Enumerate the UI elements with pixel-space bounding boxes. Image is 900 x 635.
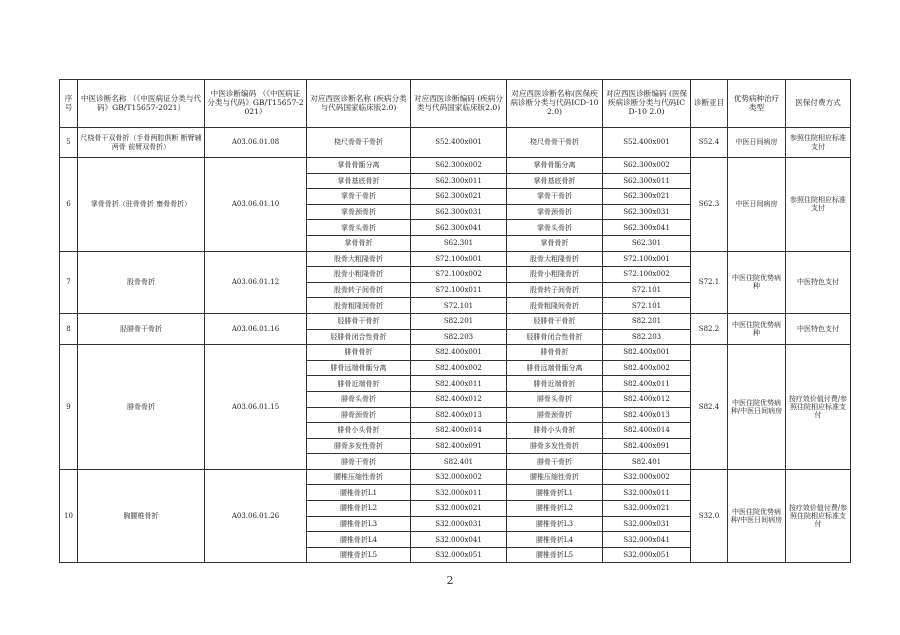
cell-wm-code-insurance: S72.101	[603, 298, 691, 314]
cell-wm-code-national: S32.000x041	[411, 532, 507, 548]
cell-wm-name-insurance: 掌骨骨折	[507, 235, 603, 251]
table-row	[60, 128, 851, 158]
table-row	[60, 469, 851, 485]
cell-seq: 6	[60, 158, 78, 252]
cell-wm-name-insurance: 掌骨头骨折	[507, 220, 603, 236]
cell-tcm-code: A03.06.01.10	[205, 158, 307, 252]
cell-wm-code-national: S52.400x001	[411, 128, 507, 158]
cell-wm-name-insurance: 腰椎骨折L2	[507, 501, 603, 517]
header-wm-name-national: 对应西医诊断名称 (疾病分类与代码国家临床版2.0)	[307, 80, 411, 128]
cell-subcategory: S52.4	[691, 128, 728, 158]
cell-wm-code-insurance: S62.300x011	[603, 173, 691, 189]
cell-wm-code-insurance: S72.100x001	[603, 251, 691, 267]
header-payment-method: 医保付费方式	[786, 80, 851, 128]
cell-treatment-type: 中医住院优势病种/中医日间病房	[728, 469, 786, 563]
cell-wm-name-national: 桡尺骨骨干骨折	[307, 128, 411, 158]
table-body	[60, 128, 851, 563]
cell-wm-name-insurance: 腓骨小头骨折	[507, 423, 603, 439]
cell-wm-name-national: 腓骨远端骨骺分离	[307, 360, 411, 376]
cell-wm-name-insurance: 股骨大粗隆骨折	[507, 251, 603, 267]
cell-wm-code-insurance: S82.400x014	[603, 423, 691, 439]
cell-wm-name-insurance: 胫腓骨闭合性骨折	[507, 329, 603, 345]
cell-treatment-type: 中医日间病房	[728, 158, 786, 252]
cell-wm-name-national: 胫腓骨干骨折	[307, 313, 411, 329]
cell-wm-code-national: S72.100x002	[411, 267, 507, 283]
cell-wm-name-insurance: 腰椎压缩性骨折	[507, 469, 603, 485]
cell-wm-code-insurance: S32.000x011	[603, 485, 691, 501]
cell-payment-method: 中医特色支付	[786, 251, 851, 313]
cell-tcm-code: A03.06.01.12	[205, 251, 307, 313]
header-tcm-code: 中医诊断编码 （《中医病证分类与代码》GB/T15657-2021）	[205, 80, 307, 128]
cell-seq: 5	[60, 128, 78, 158]
cell-wm-code-national: S32.000x021	[411, 501, 507, 517]
cell-wm-name-insurance: 掌骨干骨折	[507, 189, 603, 205]
cell-wm-code-insurance: S82.203	[603, 329, 691, 345]
cell-subcategory: S72.1	[691, 251, 728, 313]
cell-wm-code-national: S82.201	[411, 313, 507, 329]
page-number: 2	[446, 574, 454, 587]
cell-wm-code-insurance: S62.300x041	[603, 220, 691, 236]
cell-wm-name-national: 股骨粗隆间骨折	[307, 298, 411, 314]
cell-wm-code-national: S82.400x001	[411, 345, 507, 361]
cell-tcm-name: 股骨骨折	[78, 251, 205, 313]
cell-subcategory: S32.0	[691, 469, 728, 563]
cell-wm-code-insurance: S32.000x041	[603, 532, 691, 548]
cell-wm-name-insurance: 腓骨多发性骨折	[507, 438, 603, 454]
cell-wm-code-insurance: S32.000x002	[603, 469, 691, 485]
cell-wm-name-national: 腓骨近端骨折	[307, 376, 411, 392]
cell-subcategory: S82.2	[691, 313, 728, 344]
header-tcm-name: 中医诊断名称 （《中医病证分类与代码》GB/T15657-2021）	[78, 80, 205, 128]
cell-wm-name-insurance: 掌骨骨骺分离	[507, 158, 603, 174]
cell-payment-method: 中医特色支付	[786, 313, 851, 344]
cell-wm-code-insurance: S82.401	[603, 454, 691, 470]
cell-wm-name-insurance: 腓骨干骨折	[507, 454, 603, 470]
cell-wm-code-national: S62.300x031	[411, 204, 507, 220]
cell-treatment-type: 中医住院优势病种/中医日间病房	[728, 345, 786, 470]
cell-wm-code-national: S82.400x014	[411, 423, 507, 439]
cell-wm-name-national: 腓骨多发性骨折	[307, 438, 411, 454]
cell-wm-name-insurance: 股骨转子间骨折	[507, 282, 603, 298]
cell-wm-name-national: 胫腓骨闭合性骨折	[307, 329, 411, 345]
cell-wm-name-insurance: 腓骨骨折	[507, 345, 603, 361]
cell-wm-name-national: 腓骨头骨折	[307, 391, 411, 407]
cell-wm-name-insurance: 胫腓骨干骨折	[507, 313, 603, 329]
table-row	[60, 313, 851, 329]
cell-wm-name-national: 股骨大粗隆骨折	[307, 251, 411, 267]
cell-subcategory: S62.3	[691, 158, 728, 252]
cell-wm-name-national: 掌骨骨折	[307, 235, 411, 251]
cell-tcm-code: A03.06.01.08	[205, 128, 307, 158]
cell-wm-code-national: S82.400x091	[411, 438, 507, 454]
header-wm-code-national: 对应西医诊断编码 (疾病分类与代码国家临床版2.0)	[411, 80, 507, 128]
cell-wm-code-national: S32.000x002	[411, 469, 507, 485]
cell-wm-code-national: S82.400x002	[411, 360, 507, 376]
cell-tcm-code: A03.06.01.26	[205, 469, 307, 563]
cell-wm-code-insurance: S32.000x051	[603, 547, 691, 563]
cell-seq: 7	[60, 251, 78, 313]
cell-wm-code-insurance: S62.300x002	[603, 158, 691, 174]
cell-wm-name-national: 腓骨干骨折	[307, 454, 411, 470]
cell-wm-code-insurance: S52.400x001	[603, 128, 691, 158]
cell-wm-name-insurance: 腓骨颈骨折	[507, 407, 603, 423]
cell-wm-name-insurance: 腰椎骨折L5	[507, 547, 603, 563]
header-wm-code-insurance: 对应西医诊断编码 (医保疾病诊断分类与代码ICD-10 2.0)	[603, 80, 691, 128]
cell-wm-name-insurance: 腰椎骨折L3	[507, 516, 603, 532]
header-subcategory: 诊断亚目	[691, 80, 728, 128]
header-wm-name-insurance: 对应西医诊断名称(医保疾病诊断分类与代码ICD-10 2.0)	[507, 80, 603, 128]
cell-wm-name-insurance: 腓骨头骨折	[507, 391, 603, 407]
cell-tcm-code: A03.06.01.16	[205, 313, 307, 344]
diagnosis-mapping-table	[59, 79, 851, 563]
cell-wm-code-national: S72.100x001	[411, 251, 507, 267]
cell-wm-code-national: S62.300x011	[411, 173, 507, 189]
cell-payment-method: 参照住院相应标准支付	[786, 158, 851, 252]
cell-payment-method: 按疗效价值付费/参照住院相应标准支付	[786, 469, 851, 563]
cell-wm-code-national: S32.000x031	[411, 516, 507, 532]
cell-wm-name-national: 腰椎骨折L1	[307, 485, 411, 501]
cell-wm-name-insurance: 掌骨基底骨折	[507, 173, 603, 189]
cell-wm-code-insurance: S72.101	[603, 282, 691, 298]
cell-wm-name-national: 股骨转子间骨折	[307, 282, 411, 298]
cell-wm-name-national: 腰椎骨折L4	[307, 532, 411, 548]
cell-wm-code-insurance: S82.400x011	[603, 376, 691, 392]
cell-wm-code-insurance: S62.300x031	[603, 204, 691, 220]
cell-wm-code-national: S82.400x012	[411, 391, 507, 407]
cell-wm-name-national: 腓骨颈骨折	[307, 407, 411, 423]
cell-wm-name-national: 腓骨骨折	[307, 345, 411, 361]
cell-treatment-type: 中医住院优势病种	[728, 313, 786, 344]
table-header	[60, 80, 851, 128]
cell-wm-code-insurance: S62.301	[603, 235, 691, 251]
header-treatment-type: 优势病种治疗类型	[728, 80, 786, 128]
cell-wm-code-insurance: S82.400x013	[603, 407, 691, 423]
cell-wm-code-national: S32.000x011	[411, 485, 507, 501]
cell-tcm-name: 腓骨骨折	[78, 345, 205, 470]
cell-wm-name-insurance: 股骨粗隆间骨折	[507, 298, 603, 314]
cell-wm-code-national: S82.400x011	[411, 376, 507, 392]
cell-wm-code-insurance: S62.300x021	[603, 189, 691, 205]
cell-seq: 10	[60, 469, 78, 563]
cell-wm-name-insurance: 掌骨颈骨折	[507, 204, 603, 220]
cell-wm-name-national: 掌骨骨骺分离	[307, 158, 411, 174]
cell-wm-name-national: 掌骨基底骨折	[307, 173, 411, 189]
cell-seq: 8	[60, 313, 78, 344]
cell-tcm-code: A03.06.01.15	[205, 345, 307, 470]
cell-wm-code-national: S72.100x011	[411, 282, 507, 298]
cell-payment-method: 参照住院相应标准支付	[786, 128, 851, 158]
cell-wm-code-national: S62.300x041	[411, 220, 507, 236]
cell-wm-code-insurance: S82.400x002	[603, 360, 691, 376]
cell-wm-code-national: S82.203	[411, 329, 507, 345]
cell-wm-name-national: 腰椎骨折L5	[307, 547, 411, 563]
cell-tcm-name: 胸腰椎骨折	[78, 469, 205, 563]
cell-wm-name-national: 掌骨头骨折	[307, 220, 411, 236]
cell-subcategory: S82.4	[691, 345, 728, 470]
table-row	[60, 345, 851, 361]
cell-wm-code-national: S82.400x013	[411, 407, 507, 423]
cell-wm-code-national: S62.301	[411, 235, 507, 251]
cell-wm-code-insurance: S82.400x091	[603, 438, 691, 454]
cell-wm-code-insurance: S82.201	[603, 313, 691, 329]
cell-wm-name-insurance: 腰椎骨折L1	[507, 485, 603, 501]
table-row	[60, 251, 851, 267]
cell-wm-name-national: 股骨小粗隆骨折	[307, 267, 411, 283]
cell-wm-name-insurance: 股骨小粗隆骨折	[507, 267, 603, 283]
cell-wm-code-insurance: S32.000x031	[603, 516, 691, 532]
cell-payment-method: 按疗效价值付费/参照住院相应标准支付	[786, 345, 851, 470]
cell-wm-name-national: 掌骨颈骨折	[307, 204, 411, 220]
cell-wm-code-national: S32.000x051	[411, 547, 507, 563]
cell-wm-name-national: 掌骨干骨折	[307, 189, 411, 205]
cell-wm-name-national: 腰椎压缩性骨折	[307, 469, 411, 485]
cell-tcm-name: 掌骨骨折（驻骨骨折 壅骨骨折）	[78, 158, 205, 252]
cell-wm-name-insurance: 腓骨远端骨骺分离	[507, 360, 603, 376]
cell-wm-code-national: S82.401	[411, 454, 507, 470]
cell-wm-name-insurance: 腰椎骨折L4	[507, 532, 603, 548]
cell-wm-name-insurance: 腓骨近端骨折	[507, 376, 603, 392]
cell-treatment-type: 中医住院优势病种	[728, 251, 786, 313]
cell-tcm-name: 胫腓骨干骨折	[78, 313, 205, 344]
cell-wm-name-national: 腓骨小头骨折	[307, 423, 411, 439]
cell-wm-code-national: S62.300x002	[411, 158, 507, 174]
header-seq: 序号	[60, 80, 78, 128]
cell-wm-code-insurance: S82.400x012	[603, 391, 691, 407]
cell-wm-name-national: 腰椎骨折L2	[307, 501, 411, 517]
cell-wm-code-national: S62.300x021	[411, 189, 507, 205]
cell-tcm-name: 尺桡骨干双骨折（手骨两腔俱断 断臂辅两骨 前臂双骨折）	[78, 128, 205, 158]
table-row	[60, 158, 851, 174]
cell-treatment-type: 中医日间病房	[728, 128, 786, 158]
cell-seq: 9	[60, 345, 78, 470]
cell-wm-name-national: 腰椎骨折L3	[307, 516, 411, 532]
cell-wm-code-national: S72.101	[411, 298, 507, 314]
cell-wm-code-insurance: S32.000x021	[603, 501, 691, 517]
cell-wm-code-insurance: S72.100x002	[603, 267, 691, 283]
cell-wm-name-insurance: 桡尺骨骨干骨折	[507, 128, 603, 158]
cell-wm-code-insurance: S82.400x001	[603, 345, 691, 361]
